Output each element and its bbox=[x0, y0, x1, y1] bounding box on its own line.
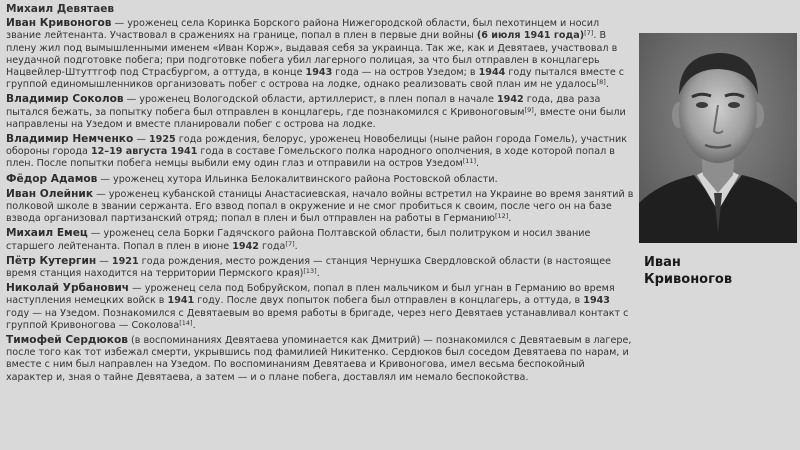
bio-text: — bbox=[96, 255, 112, 267]
bio-text: году. После двух попыток побега был отправлен в концлагерь, а оттуда, в bbox=[194, 295, 584, 307]
bio-text: 1944 bbox=[478, 67, 506, 79]
text-column bbox=[6, 3, 634, 386]
person-name: Фёдор Адамов bbox=[6, 172, 98, 185]
bio-text: (в воспоминаниях Девятаева упоминается как Дмитрий) — познакомился с Девятаевым в лагере, после того как тот избежал смерти, укрывшись под фамилией Никитенко. Сердюков был соседом Девятаева по нарам, и вместе с ним был направлен на Узедом. По воспоминаниям Девятаева и Кривоногова, имел весьма беспокойный характер и, зная о тайне Девятаева, а затем — и о плане побега, доставлял им немало беспокойства. bbox=[6, 335, 632, 383]
person-name: Иван Кривоногов bbox=[6, 17, 112, 30]
section-header: Михаил Девятаев bbox=[6, 3, 115, 15]
bio-text: года bbox=[258, 240, 286, 252]
person-entry bbox=[6, 334, 634, 384]
person-name: Тимофей Сердюков bbox=[6, 334, 128, 347]
person-name: Иван Олейник bbox=[6, 187, 94, 200]
footnote-ref[interactable]: [11] bbox=[462, 157, 477, 166]
bio-text: . bbox=[508, 213, 512, 225]
bio-text: — уроженец села Борки Гадячского района Полтавской области, был политруком и носил звание старшего лейтенанта. Попал в плен в июне bbox=[6, 228, 591, 252]
bio-text: года в составе Гомельского полка народного ополчения, в ходе которой попал в плен. После попытки побега немцы выбили ему один глаз и отправили на остров Узедом bbox=[6, 146, 615, 170]
person-entry bbox=[6, 255, 634, 280]
bio-text: . В плену жил под вымышленными именем «Иван Корж», выдавая себя за украинца. Так же, как и Девятаев, участвовал в неудачной подготовке побега; при подготовке побега убил лагерного полицая, за что был отправлен в концлагерь Нацвейлер-Штуттгоф под Страсбургом, а оттуда, в конце bbox=[6, 30, 618, 79]
bio-text: — уроженец Вологодской области, артиллерист, в плен попал в начале bbox=[123, 94, 497, 106]
bio-text: 1943 bbox=[305, 67, 333, 79]
person-entry bbox=[6, 282, 634, 332]
person-name: Владимир Немченко bbox=[6, 133, 134, 146]
bio-text: года, два раза пытался бежать, за попытку побега был отправлен в концлагерь, где познакомился с Кривоноговым bbox=[6, 94, 601, 118]
bio-text: , вместе они были направлены на Узедом и вместе планировали побег с острова на лодке. bbox=[6, 106, 626, 130]
person-entry bbox=[6, 133, 634, 171]
caption-line-first-name: Иван bbox=[644, 255, 681, 270]
person-entry bbox=[6, 93, 634, 131]
bio-text: . bbox=[294, 240, 298, 252]
bio-text: 1943 bbox=[583, 295, 610, 307]
people-list bbox=[6, 17, 634, 384]
footnote-ref[interactable]: [14] bbox=[179, 318, 193, 327]
bio-text: 1942 bbox=[496, 94, 524, 106]
bio-text: году — на Узедом. Познакомился с Девятаевым во время работы в бригаде, через него Девятаев устанавливал контакт с группой Кривоногова — Соколова bbox=[6, 307, 629, 331]
bio-text: 1941 bbox=[167, 295, 195, 307]
footnote-ref[interactable]: [7] bbox=[584, 29, 594, 38]
person-entry bbox=[6, 17, 634, 91]
bio-text: года рождения, место рождения — станция Чернушка Свердловской области (в настоящее время станция находится на территории Пермского края) bbox=[6, 255, 612, 280]
person-entry bbox=[6, 173, 634, 186]
footnote-ref[interactable]: [7] bbox=[285, 239, 295, 248]
bio-text: — уроженец села под Бобруйском, попал в плен мальчиком и был угнан в Германию во время наступления немецких войск в bbox=[6, 283, 615, 307]
footnote-ref[interactable]: [13] bbox=[303, 267, 317, 276]
bio-text: (6 июля 1941 года) bbox=[476, 30, 585, 42]
bio-text: . bbox=[192, 319, 196, 331]
bio-text: 1925 bbox=[148, 134, 176, 146]
photo-caption bbox=[644, 254, 794, 288]
portrait-photo bbox=[639, 33, 797, 243]
bio-text: года — на остров Узедом; в bbox=[332, 67, 479, 79]
bio-text: года рождения, белорус, уроженец Новобелицы (ныне район города Гомель), участник обороны города bbox=[6, 134, 628, 158]
bio-text: 12–19 августа 1941 bbox=[90, 146, 198, 158]
bio-text: — уроженец хутора Ильинка Белокалитвинского района Ростовской области. bbox=[97, 173, 498, 185]
person-name: Пётр Кутергин bbox=[6, 254, 97, 267]
bio-text: — уроженец села Коринка Борского района Нижегородской области, был пехотинцем и носил звание лейтенанта. Участвовал в сражениях на границе, попал в плен в первые дни войны bbox=[6, 18, 600, 42]
bio-text: . bbox=[476, 158, 480, 170]
bio-text: — bbox=[133, 134, 149, 146]
portrait-image bbox=[639, 33, 797, 243]
bio-text: 1942 bbox=[232, 240, 259, 252]
bio-text: 1921 bbox=[111, 255, 139, 267]
person-name: Михаил Емец bbox=[6, 227, 88, 240]
person-name: Николай Урбанович bbox=[6, 282, 130, 295]
footnote-ref[interactable]: [8] bbox=[596, 78, 606, 87]
bio-text: . bbox=[605, 79, 609, 91]
bio-text: году пытался вместе с группой единомышленников организовать побег с острова на лодке, однако реализовать свой план им не удалось bbox=[6, 67, 625, 91]
person-entry bbox=[6, 227, 634, 252]
bio-text: . bbox=[316, 268, 320, 280]
footnote-ref[interactable]: [9] bbox=[524, 105, 534, 114]
caption-line-last-name: Кривоногов bbox=[644, 272, 733, 287]
person-name: Владимир Соколов bbox=[6, 93, 124, 106]
person-entry bbox=[6, 188, 634, 226]
footnote-ref[interactable]: [12] bbox=[494, 212, 509, 221]
bio-text: — уроженец кубанской станицы Анастасиевская, начало войны встретил на Украине во время занятий в полковой школе в звании сержанта. Его взвод попал в окружение и не смог пробиться к своим, после чего он на базе взвода организовал партизанский отряд; попал в плен и был отправлен на работы в Германию bbox=[6, 188, 634, 225]
